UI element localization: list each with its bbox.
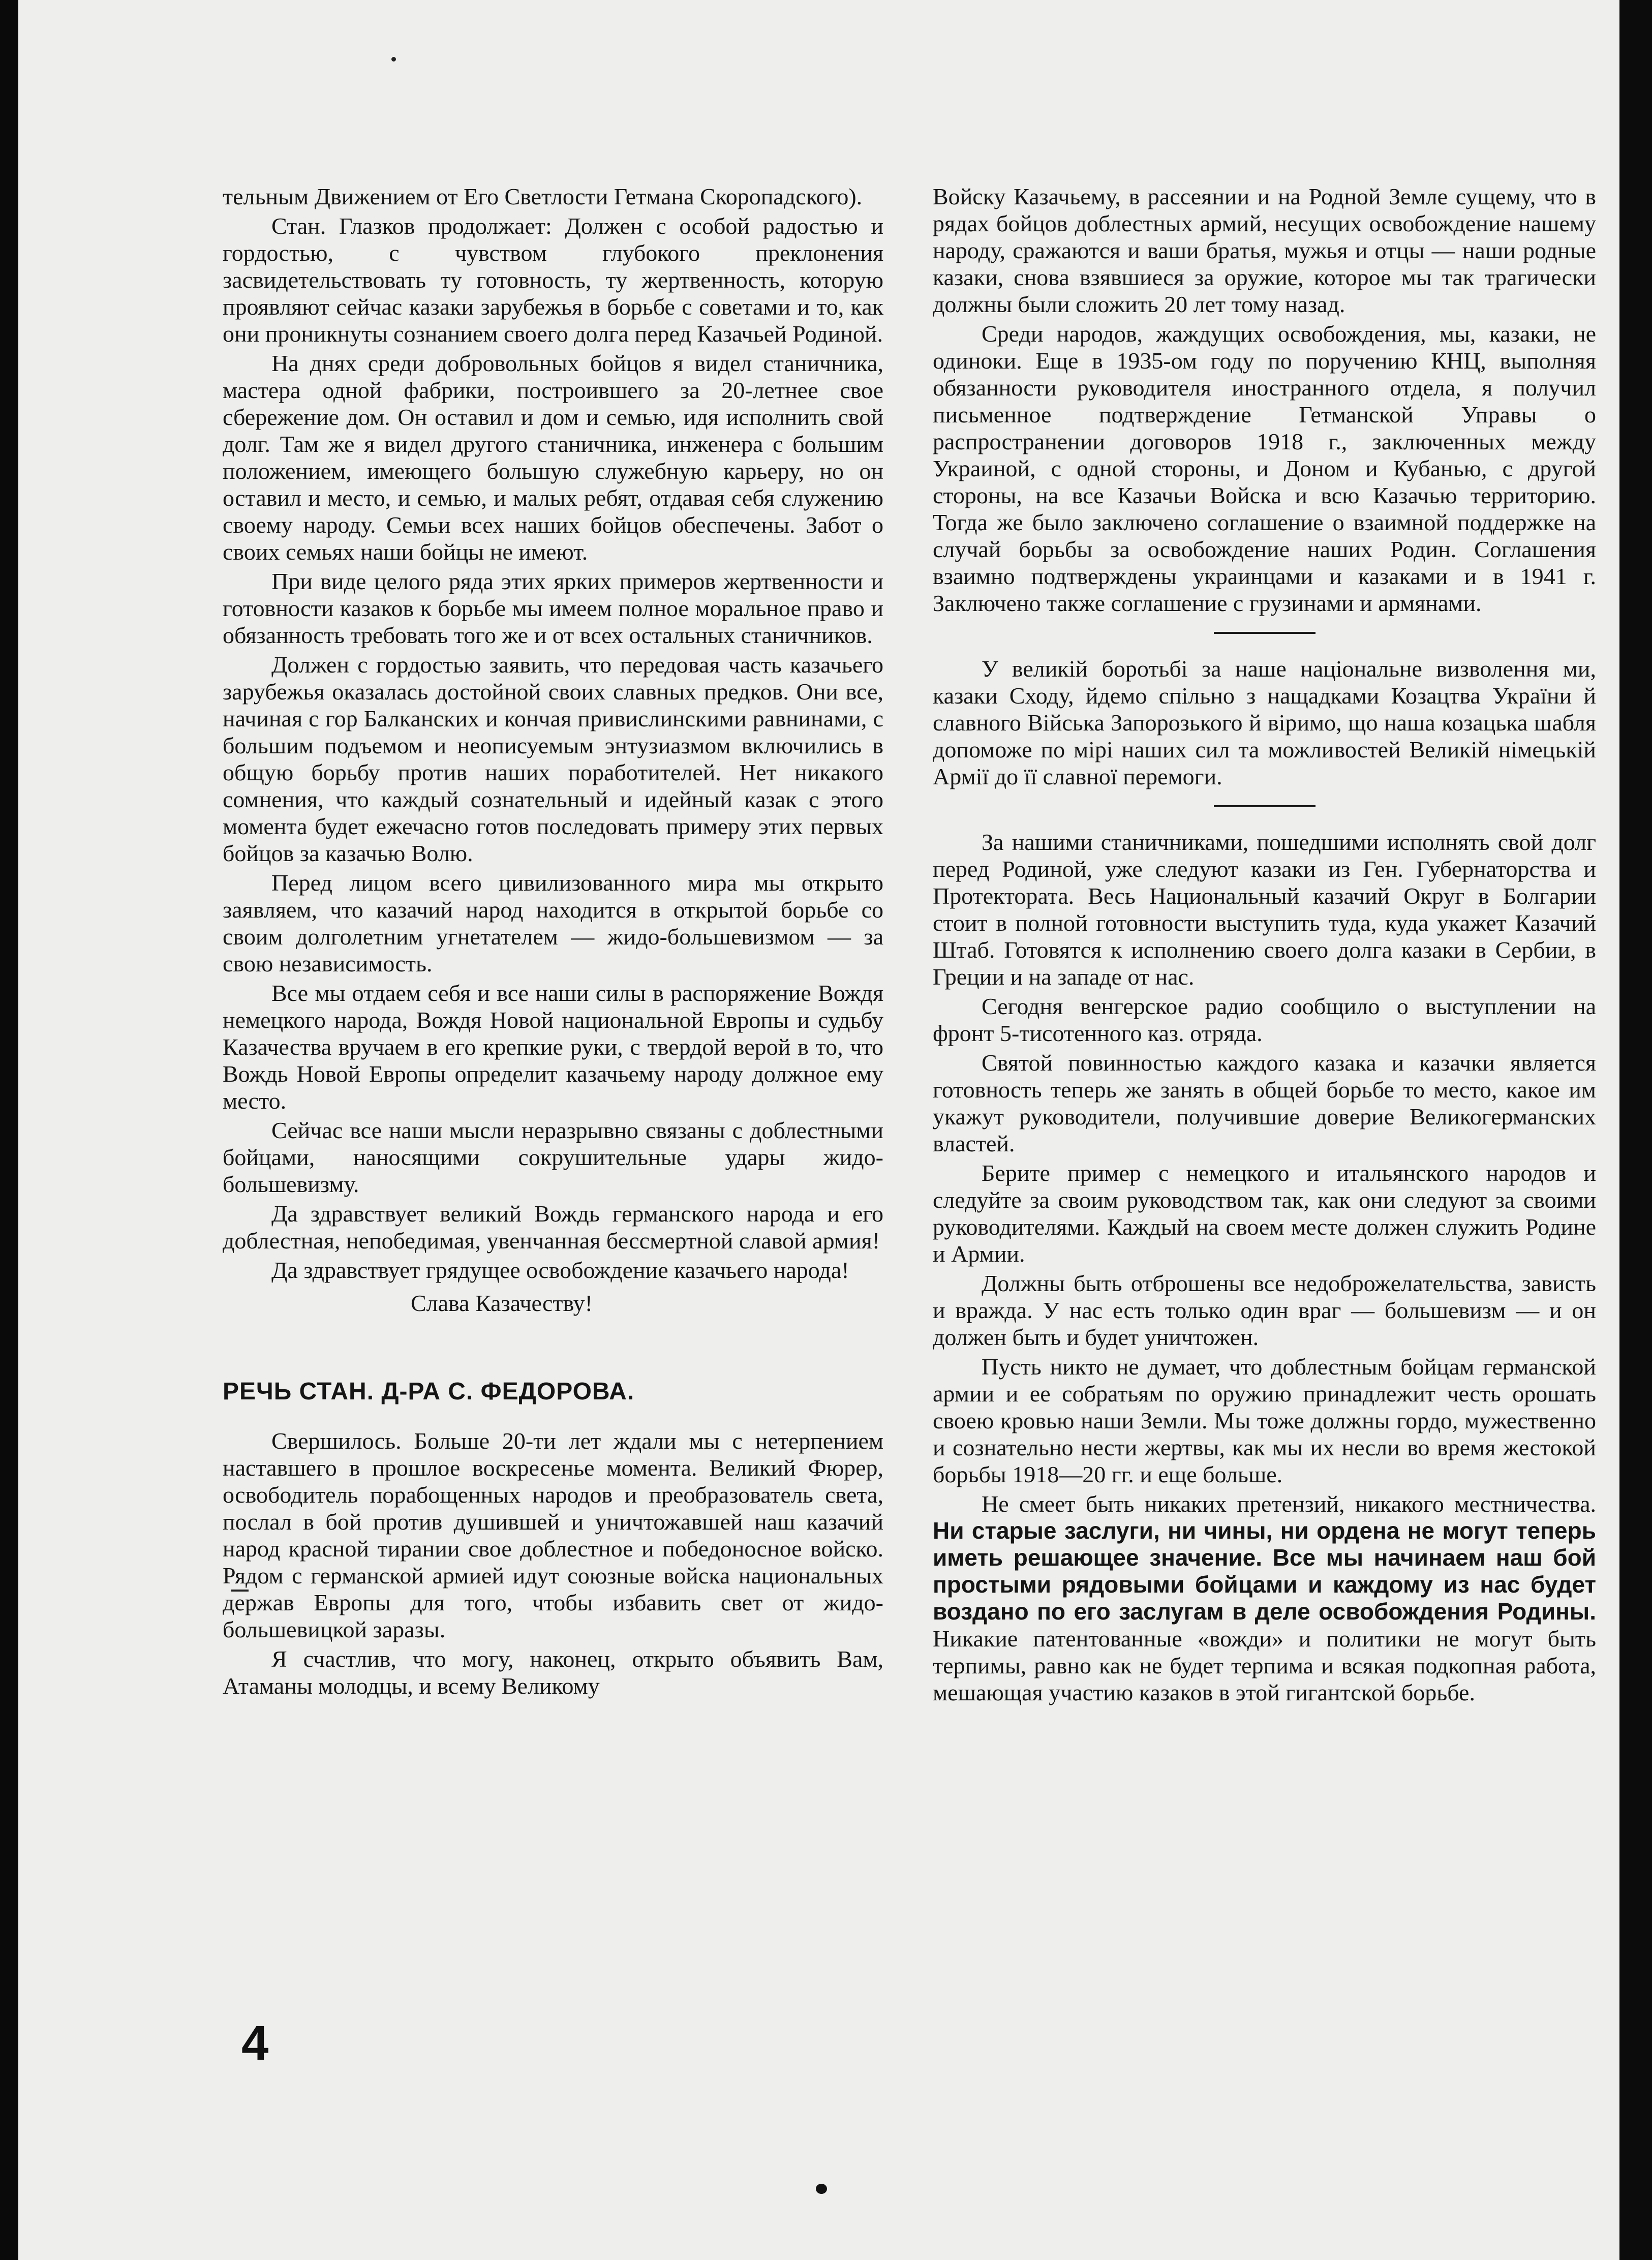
ink-dot-top [391, 57, 396, 62]
final-paragraph-end: Никакие патентованные «вожди» и политики не могут быть терпимы, равно как не будет терпима и всякая подкопная работа, мешающая участию казаков в этой гигантской борьбе. [933, 1626, 1596, 1705]
paragraph: Я счастлив, что могу, наконец, открыто объявить Вам, Атаманы молодцы, и всему Великому [223, 1646, 883, 1699]
paragraph: Стан. Глазков продолжает: Должен с особой радостью и гордостью, с чувством глубокого преклонения засвидетельствовать ту готовность, ту жертвенность, которую проявляют сейчас казаки зарубежья в борьбе с советами и то, как они проникнуты сознанием своего долга перед Казачьей Родиной. [223, 213, 883, 347]
paragraph: За нашими станичниками, пошедшими исполнять свой долг перед Родиной, уже следуют казаки из Ген. Губернаторства и Протектората. Весь Национальный казачий Округ в Болгарии стоит в полной готовности выступить туда, куда укажет Казачий Штаб. Готовятся к исполнению своего долга казаки в Сербии, в Греции и на западе от нас. [933, 829, 1596, 990]
page-number: 4 [241, 2016, 269, 2070]
ink-dot-bottom [816, 2184, 827, 2194]
right-column [933, 183, 1596, 1708]
final-paragraph-bold: Ни старые заслуги, ни чины, ни ордена не могут теперь иметь решающее значение. Все мы начинаем наш бой простыми рядовыми бойцами и каждому из нас будет воздано по его заслугам в деле освобождения Родины. [933, 1517, 1596, 1625]
signoff: Слава Казачеству! [411, 1290, 593, 1316]
ukrainian-paragraph: У великій боротьбі за наше національне визволення ми, казаки Сходу, йдемо спільно з нащадками Козацтва України й славного Війська Запорозького й віримо, що наша козацька шабля допоможе по мірі наших сил та можливостей Великій німецькій Армії до її славної перемоги. [933, 656, 1596, 789]
paragraph: Сегодня венгерское радио сообщило о выступлении на фронт 5-тисотенного каз. отряда. [933, 993, 1596, 1046]
paragraph: При виде целого ряда этих ярких примеров жертвенности и готовности казаков к борьбе мы имеем полное моральное право и обязанность требовать того же и от всех остальных станичников. [223, 568, 883, 648]
paragraph: Должен с гордостью заявить, что передовая часть казачьего зарубежья оказалась достойной своих славных предков. Они все, начиная с гор Балканских и кончая привислинскими равнинами, с большим подъемом и неописуемым энтузиазмом включились в общую борьбу против наших поработителей. Нет никакого сомнения, что каждый сознательный и идейный казак с этого момента будет ежечасно готов последовать примеру этих первых бойцов за казачью Волю. [223, 652, 883, 866]
paragraph: Святой повинностью каждого казака и казачки является готовность теперь же занять в общей борьбе то место, какое им укажут руководители, получившие доверие Великогерманских властей. [933, 1050, 1596, 1156]
section-heading: РЕЧЬ СТАН. Д-РА С. ФЕДОРОВА. [223, 1378, 635, 1405]
paragraph: Пусть никто не думает, что доблестным бойцам германской армии и ее собратьям по оружию принадлежит честь орошать своею кровью наши Земли. Мы тоже должны гордо, мужественно и сознательно нести жертвы, как мы их несли во время жестокой борьбы 1918—20 гг. и еще больше. [933, 1354, 1596, 1487]
paragraph: На днях среди добровольных бойцов я видел станичника, мастера одной фабрики, построившего за 20-летнее свое сбережение дом. Он оставил и дом и семью, идя исполнить свой долг. Там же я видел другого станичника, инженера с большим положением, имеющего большую служебную карьеру, но он оставил и место, и семью, и малых ребят, отдавая себя служению своему народу. Семьи всех наших бойцов обеспечены. Забот о своих семьях наши бойцы не имеют. [223, 350, 883, 565]
scan-edge [1619, 0, 1652, 2260]
paragraph: Сейчас все наши мысли неразрывно связаны с доблестными бойцами, наносящими сокрушительные удары жидо-большевизму. [223, 1117, 883, 1197]
separator-rule [1214, 632, 1316, 634]
paragraph: Среди народов, жаждущих освобождения, мы, казаки, не одиноки. Еще в 1935-ом году по поручению КНЦ, выполняя обязанности руководителя иностранного отдела, я получил письменное подтверждение Гетманской Управы о распространении договоров 1918 г., заключенных между Украиной, с одной стороны, и Доном и Кубанью, с другой стороны, на все Казачьи Войска и всю Казачью территорию. Тогда же было заключено соглашение о взаимной поддержке на случай борьбы за освобождение наших Родин. Соглашения взаимно подтверждены украинцами и казаками и в 1941 г. Заключено также соглашение с грузинами и армянами. [933, 321, 1596, 616]
paragraph: Войску Казачьему, в рассеянии и на Родной Земле сущему, что в рядах бойцов доблестных армий, несущих освобождение нашему народу, сражаются и ваши братья, мужья и отцы — наши родные казаки, снова взявшиеся за оружие, которое мы так трагически должны были сложить 20 лет тому назад. [933, 184, 1596, 317]
paragraph: Должны быть отброшены все недоброжелательства, зависть и вражда. У нас есть только один враг — большевизм — и он должен быть и будет уничтожен. [933, 1270, 1596, 1350]
paragraph: Берите пример с немецкого и итальянского народов и следуйте за своим руководством так, как они следуют за своими руководителями. Каждый на своем месте должен служить Родине и Армии. [933, 1160, 1596, 1267]
paragraph: Да здравствует великий Вождь германского народа и его доблестная, непобедимая, увенчанная бессмертной славой армия! [223, 1201, 883, 1254]
final-paragraph-start: Не смеет быть никаких претензий, никакого местничества. [982, 1491, 1596, 1517]
paragraph: тельным Движением от Его Светлости Гетмана Скоропадского). [223, 184, 863, 209]
paragraph: Да здравствует грядущее освобождение казачьего народа! [271, 1257, 849, 1283]
final-paragraph [933, 1490, 1596, 1706]
left-column [223, 183, 883, 1702]
paragraph: Все мы отдаем себя и все наши силы в распоряжение Вождя немецкого народа, Вождя Новой национальной Европы и судьбу Казачества вручаем в его крепкие руки, с твердой верой в то, что Вождь Новой Европы определит казачьему народу должное ему место. [223, 980, 883, 1114]
paragraph: Перед лицом всего цивилизованного мира мы открыто заявляем, что казачий народ находится в открытой борьбе со своим долголетним угнетателем — жидо-большевизмом — за свою независимость. [223, 870, 883, 976]
paragraph: Свершилось. Больше 20-ти лет ждали мы с нетерпением наставшего в прошлое воскресенье момента. Великий Фюрер, освободитель порабощенных народов и преобразователь света, послал в бой против душившей и уничтожавшей наш казачий народ красной тирании свое доблестное и победоносное войско. Рядом с германской армией идут союзные войска национальных держав Европы для того, чтобы избавить свет от жидо-большевицкой заразы. [223, 1428, 883, 1642]
separator-rule [1214, 805, 1316, 807]
